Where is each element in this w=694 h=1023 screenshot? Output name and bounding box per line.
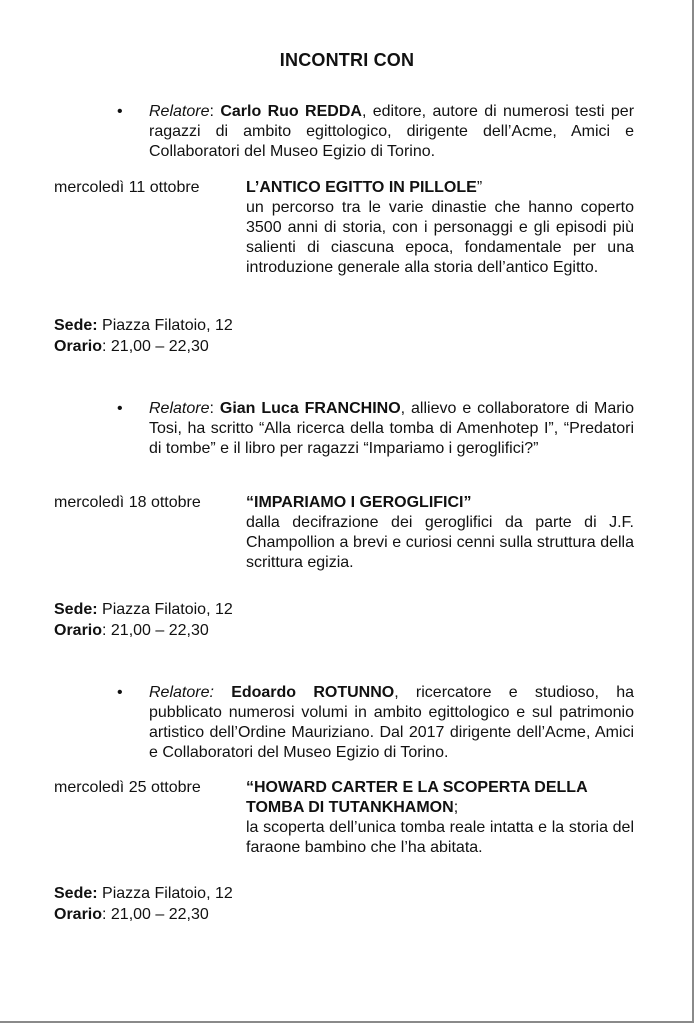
bullet-icon: • — [117, 400, 123, 417]
speaker-name: Edoardo ROTUNNO — [231, 684, 395, 701]
venue-line — [54, 316, 233, 336]
event-title-suffix: ; — [453, 799, 459, 816]
time-line — [54, 621, 209, 641]
venue-value: Piazza Filatoio, 12 — [97, 601, 233, 618]
speaker-bio: , ricercatore e studioso, ha pubblicato numerosi volumi in ambito egittologico e sul patrimonio artistico dell’Ordine Mauriziano. Dal 2017 dirigente dell’Acme, Amici e Collaboratori del Museo Egizio di Torino. — [149, 684, 634, 761]
event-description: un percorso tra le varie dinastie che hanno coperto 3500 anni di storia, con i personaggi e gli episodi più salienti di ciascuna epoca, fondamentale per una introduzione generale alla storia dell’antico Egitto. — [246, 199, 634, 276]
venue-line — [54, 884, 233, 904]
speaker-role: Relatore — [149, 400, 210, 417]
event-title-line — [246, 178, 634, 198]
time-label: Orario — [54, 338, 103, 355]
time-line — [54, 905, 209, 925]
time-label: Orario — [54, 622, 103, 639]
speaker-bio: , allievo e collaboratore di Mario Tosi, ha scritto “Alla ricerca della tomba di Amenhotep I”, “Predatori di tombe” e il libro per ragazzi “Impariamo i geroglifici?” — [149, 400, 634, 457]
venue-label: Sede: — [54, 885, 98, 902]
bullet-icon: • — [117, 684, 123, 701]
venue-label: Sede: — [54, 317, 98, 334]
time-label: Orario — [54, 906, 103, 923]
venue-value: Piazza Filatoio, 12 — [97, 885, 233, 902]
bullet-icon: • — [117, 103, 123, 120]
speaker-name: Gian Luca FRANCHINO — [219, 400, 401, 417]
page-title: INCONTRI CON — [279, 50, 415, 70]
event-title: “IMPARIAMO I GEROGLIFICI” — [246, 494, 472, 511]
speaker-role: Relatore: — [149, 684, 214, 701]
time-value: : 21,00 – 22,30 — [102, 338, 209, 355]
speaker-role-suffix: : — [209, 400, 214, 417]
event-date: mercoledì 11 ottobre — [54, 179, 200, 196]
event-title: L’ANTICO EGITTO IN PILLOLE — [246, 179, 477, 196]
event-description: dalla decifrazione dei geroglifici da parte di J.F. Champollion a brevi e curiosi cenni sulla struttura della scrittura egizia. — [246, 514, 634, 571]
event-details — [246, 178, 634, 278]
venue-value: Piazza Filatoio, 12 — [97, 317, 233, 334]
event-title-line — [246, 778, 634, 818]
venue-label: Sede: — [54, 601, 98, 618]
speaker-bio: , editore, autore di numerosi testi per ragazzi di ambito egittologico, dirigente dell’Acme, Amici e Collaboratori del Museo Egizio di Torino. — [149, 103, 635, 160]
event-date: mercoledì 18 ottobre — [54, 494, 201, 511]
speaker-role: Relatore — [149, 103, 210, 120]
event-title-line — [246, 493, 634, 513]
event-details — [246, 493, 634, 573]
speaker-name: Carlo Ruo REDDA — [220, 103, 362, 120]
speaker-role-suffix: : — [209, 103, 214, 120]
event-title: “HOWARD CARTER E LA SCOPERTA DELLA TOMBA DI TUTANKHAMON — [246, 779, 588, 816]
speaker-paragraph — [117, 102, 635, 162]
time-value: : 21,00 – 22,30 — [102, 906, 209, 923]
event-details — [246, 778, 634, 858]
speaker-paragraph — [117, 683, 634, 763]
speaker-paragraph — [117, 399, 634, 459]
event-title-suffix: ” — [476, 179, 483, 196]
time-value: : 21,00 – 22,30 — [102, 622, 209, 639]
time-line — [54, 337, 209, 357]
venue-line — [54, 600, 233, 620]
event-description: la scoperta dell’unica tomba reale intatta e la storia del faraone bambino che l’ha abitata. — [246, 819, 634, 856]
event-date: mercoledì 25 ottobre — [54, 779, 201, 796]
